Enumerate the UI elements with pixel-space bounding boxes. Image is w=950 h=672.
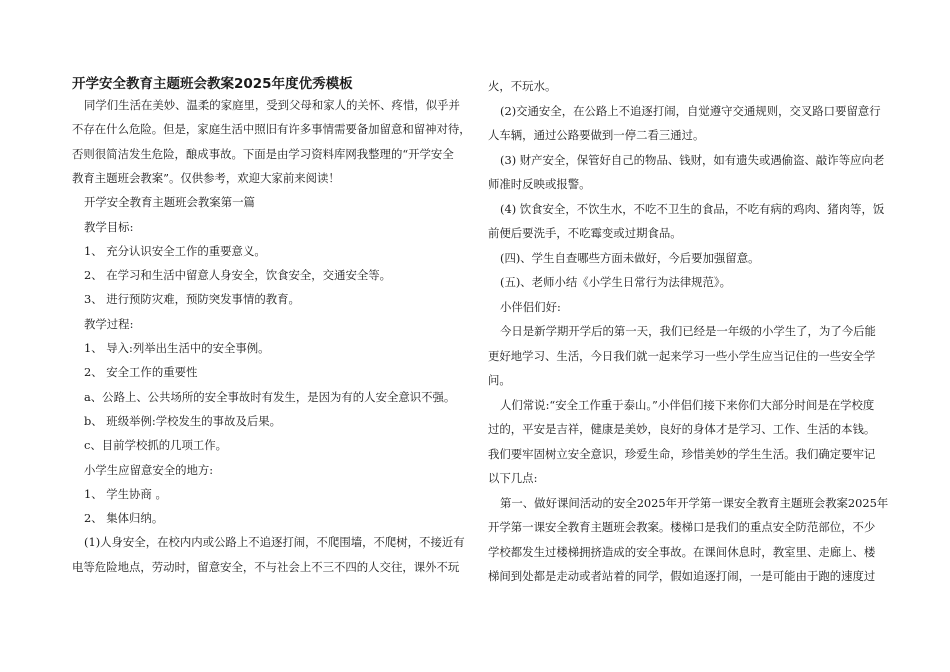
- paragraph-line: 前便后要洗手，不吃霉变或过期食品。: [488, 226, 682, 240]
- paragraph-line: 我们要牢固树立安全意识，珍爱生命，珍惜美妙的学生生活。我们确定要牢记: [488, 446, 876, 461]
- paragraph-line: 人车辆，通过公路要做到一停二看三通过。: [488, 128, 705, 142]
- paragraph-line: a、公路上、公共场所的安全事故时有发生，是因为有的人安全意识不强。: [84, 389, 456, 404]
- paragraph-line: 开学第一课安全教育主题班会教案。楼梯口是我们的重点安全防范部位，不少: [488, 520, 876, 534]
- paragraph-line: 过的，平安是吉祥，健康是美妙，良好的身体才是学习、工作、生活的本钱。: [488, 422, 876, 436]
- paragraph-line: 教学目标:: [84, 219, 134, 234]
- paragraph-line: 问。: [488, 373, 511, 387]
- paragraph-line: 1、 学生协商 。: [84, 486, 167, 501]
- paragraph-line: 今日是新学期开学后的第一天，我们已经是一年级的小学生了，为了今后能: [500, 324, 876, 338]
- paragraph-line: (3) 财产安全，保管好自己的物品、钱财，如有遗失或遇偷盗、敲诈等应向老: [500, 152, 885, 167]
- paragraph-line: 否则很简洁发生危险，酿成事故。下面是由学习资料库网我整理的“开学安全: [72, 146, 454, 161]
- paragraph-line: 2、 在学习和生活中留意人身安全，饮食安全，交通安全等。: [84, 268, 392, 283]
- paragraph-line: 1、 导入:列举出生活中的安全事例。: [84, 341, 270, 355]
- paragraph-line: c、目前学校抓的几项工作。: [84, 438, 228, 453]
- paragraph-line: 开学安全教育主题班会教案第一篇: [84, 195, 255, 210]
- paragraph-line: (2)交通安全，在公路上不追逐打闹，自觉遵守交通规则，交叉路口要留意行: [500, 103, 881, 118]
- paragraph-line: 第一、做好课间活动的安全2025年开学第一课安全教育主题班会教案2025年: [500, 495, 889, 510]
- paragraph-line: 师准时反映或报警。: [488, 177, 591, 191]
- paragraph-line: 不存在什么危险。但是，家庭生活中照旧有许多事情需要备加留意和留神对待，: [72, 122, 471, 137]
- paragraph-line: 梯间到处都是走动或者站着的同学，假如追逐打闹，一是可能由于跑的速度过: [488, 569, 876, 583]
- paragraph-line: 学校都发生过楼梯拥挤造成的安全事故。在课间休息时，教室里、走廊上、楼: [488, 544, 876, 559]
- paragraph-line: 人们常说:“安全工作重于泰山。”小伴侣们接下来你们大部分时间是在学校度: [500, 397, 875, 412]
- paragraph-line: 2、 安全工作的重要性: [84, 365, 198, 380]
- paragraph-line: 教学过程:: [84, 316, 134, 331]
- paragraph-line: 2、 集体归纳。: [84, 511, 164, 526]
- paragraph-line: 1、 充分认识安全工作的重要意义。: [84, 243, 266, 258]
- paragraph-line: 教育主题班会教案”。仅供参考，欢迎大家前来阅读！: [72, 170, 340, 185]
- paragraph-line: 同学们生活在美妙、温柔的家庭里，受到父母和家人的关怀、疼惜，似乎并: [84, 98, 460, 112]
- paragraph-line: 小伴侣们好:: [500, 299, 561, 314]
- paragraph-line: 火，不玩水。: [488, 79, 557, 93]
- paragraph-line: 小学生应留意安全的地方:: [84, 462, 214, 477]
- paragraph-line: 3、 进行预防灾难，预防突发事情的教育。: [84, 292, 300, 307]
- paragraph-line: (4) 饮食安全，不饮生水，不吃不卫生的食品，不吃有病的鸡肉、猪肉等，饭: [500, 201, 885, 216]
- paragraph-line: 电等危险地点，劳动时，留意安全，不与社会上不三不四的人交往，课外不玩: [72, 559, 460, 574]
- paragraph-line: 更好地学习、生活，今日我们就一起来学习一些小学生应当记住的一些安全学: [488, 348, 876, 363]
- paragraph-line: (四)、学生自查哪些方面未做好，今后要加强留意。: [500, 250, 760, 265]
- paragraph-line: (五)、老师小结《小学生日常行为法律规范》。: [500, 275, 732, 289]
- paragraph-line: (1)人身安全，在校内内或公路上不追逐打闹，不爬围墙，不爬树，不接近有: [84, 535, 465, 550]
- paragraph-line: 以下几点:: [488, 471, 538, 485]
- document-title: 开学安全教育主题班会教案2025年度优秀模板: [72, 76, 353, 92]
- paragraph-line: b、 班级举例:学校发生的事故及后果。: [84, 413, 282, 428]
